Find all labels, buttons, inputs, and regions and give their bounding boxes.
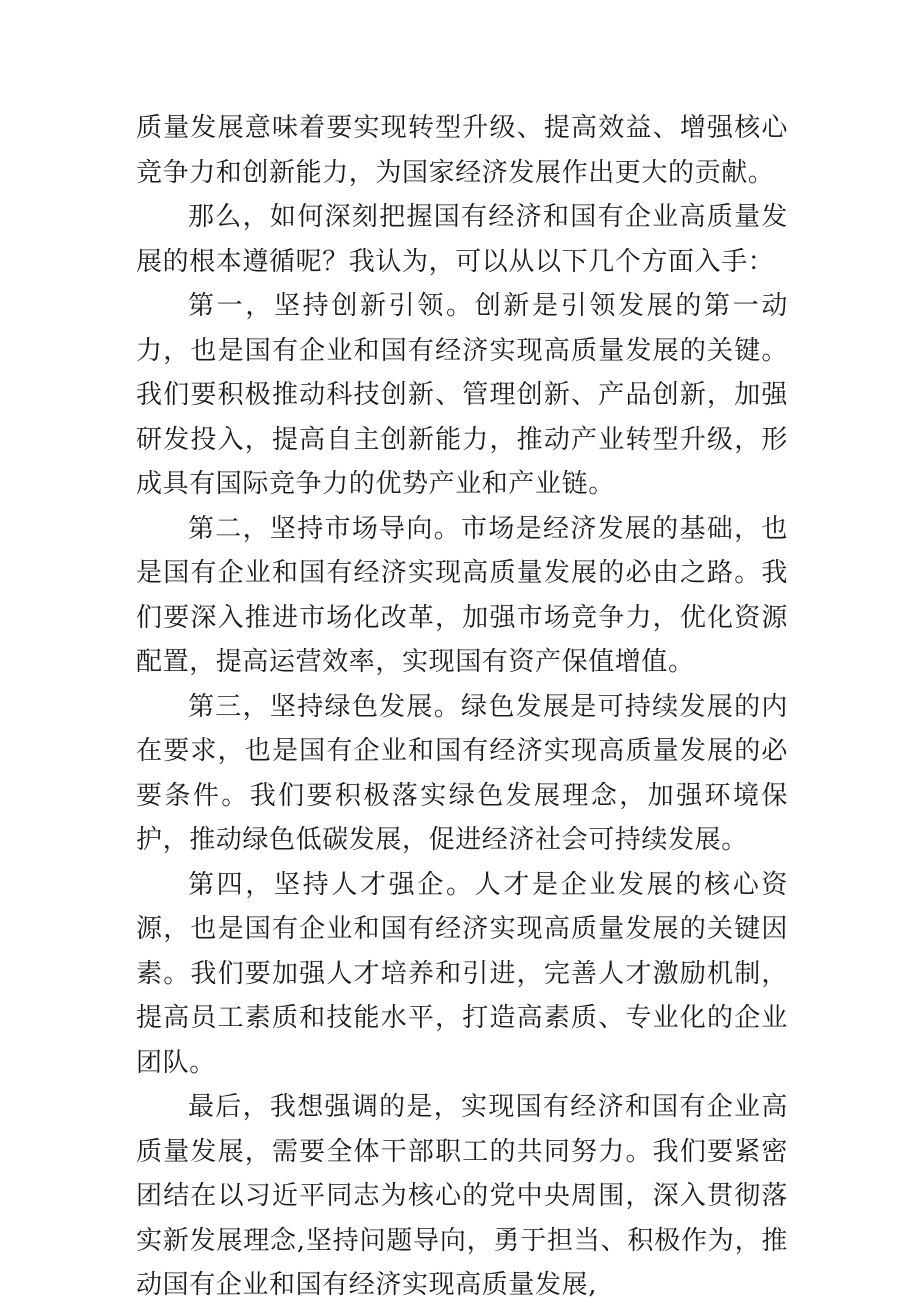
paragraph-2: 那么，如何深刻把握国有经济和国有企业高质量发展的根本遵循呢？我认为，可以从以下几个方面入手： [136, 202, 788, 277]
paragraph-1: 质量发展意味着要实现转型升级、提高效益、增强核心竞争力和创新能力，为国家经济发展作出更大的贡献。 [136, 113, 788, 188]
paragraph-4: 第二，坚持市场导向。市场是经济发展的基础，也是国有企业和国有经济实现高质量发展的必由之路。我们要深入推进市场化改革，加强市场竞争力，优化资源配置，提高运营效率，实现国有资产保值增值。 [136, 513, 788, 677]
paragraph-6: 第四，坚持人才强企。人才是企业发展的核心资源，也是国有企业和国有经济实现高质量发展的关键因素。我们要加强人才培养和引进，完善人才激励机制，提高员工素质和技能水平，打造高素质、专业化的企业团队。 [136, 869, 788, 1078]
paragraph-3: 第一，坚持创新引领。创新是引领发展的第一动力，也是国有企业和国有经济实现高质量发展的关键。我们要积极推动科技创新、管理创新、产品创新，加强研发投入，提高自主创新能力，推动产业转型升级，形成具有国际竞争力的优势产业和产业链。 [136, 291, 788, 499]
paragraph-5: 第三，坚持绿色发展。绿色发展是可持续发展的内在要求，也是国有企业和国有经济实现高质量发展的必要条件。我们要积极落实绿色发展理念，加强环境保护，推动绿色低碳发展，促进经济社会可持续发展。 [136, 691, 788, 855]
document-body [136, 106, 788, 1308]
paragraph-7: 最后，我想强调的是，实现国有经济和国有企业高质量发展，需要全体干部职工的共同努力。我们要紧密团结在以习近平同志为核心的党中央周围，深入贯彻落实新发展理念,坚持问题导向，勇于担当、积极作为，推动国有企业和国有经济实现高质量发展, [136, 1092, 788, 1300]
